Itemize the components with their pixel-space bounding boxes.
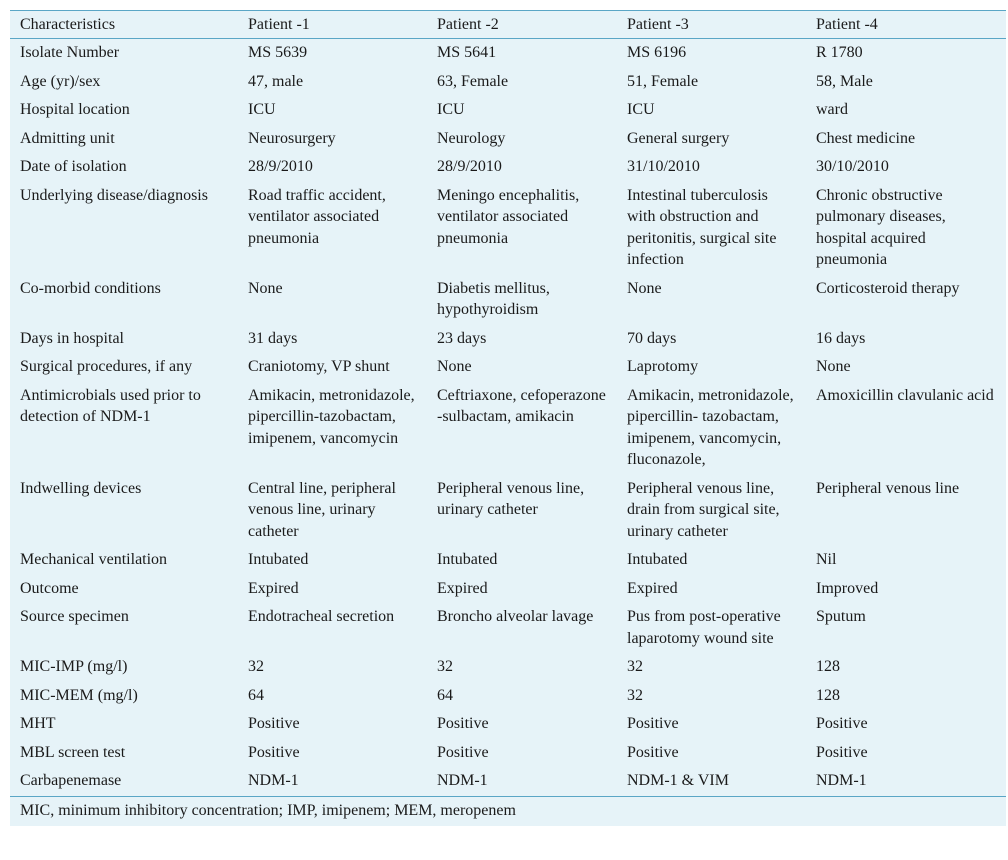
cell-patient-3: Laprotomy (627, 358, 699, 375)
table-body (10, 39, 1006, 797)
header-patient-4: Patient -4 (816, 16, 878, 33)
table-row-surgical-procedures (10, 353, 1006, 382)
table-row-outcome (10, 575, 1006, 604)
cell-patient-1: MS 5639 (248, 44, 308, 61)
table-row-source-specimen (10, 603, 1006, 653)
cell-patient-1: Endotracheal secretion (248, 608, 395, 625)
header-patient-3: Patient -3 (627, 16, 689, 33)
table-row-hospital-location (10, 96, 1006, 125)
cell-patient-4: None (816, 358, 851, 375)
cell-patient-3: Intubated (627, 551, 688, 568)
row-label: Co-morbid conditions (20, 279, 161, 297)
row-label: MIC-MEM (mg/l) (20, 686, 138, 704)
cell-patient-4: R 1780 (816, 44, 863, 61)
header-patient-1: Patient -1 (248, 16, 310, 33)
cell-patient-2: Ceftriaxone, cefoperazone -sulbactam, amikacin (437, 386, 606, 425)
patient-characteristics-table (10, 10, 1006, 797)
row-label: Outcome (20, 579, 79, 597)
row-label: Underlying disease/diagnosis (20, 186, 208, 204)
cell-patient-1: Craniotomy, VP shunt (248, 358, 390, 375)
cell-patient-2: MS 5641 (437, 44, 497, 61)
cell-patient-2: 32 (437, 658, 453, 675)
cell-patient-4: 128 (816, 658, 840, 675)
cell-patient-4: 16 days (816, 329, 866, 347)
cell-patient-1: Central line, peripheral venous line, urinary catheter (248, 479, 396, 540)
cell-patient-2: 63, Female (437, 72, 509, 90)
row-label: Indwelling devices (20, 479, 142, 497)
row-label: MBL screen test (20, 743, 126, 761)
cell-patient-4: Chronic obstructive pulmonary diseases, hospital acquired pneumonia (816, 186, 946, 268)
cell-patient-1: None (248, 279, 283, 297)
table-row-days-in-hospital (10, 325, 1006, 354)
cell-patient-3: ICU (627, 101, 655, 118)
cell-patient-4: 128 (816, 686, 840, 704)
row-label: Date of isolation (20, 158, 127, 175)
row-label: Days in hospital (20, 329, 124, 347)
table-row-date-of-isolation (10, 153, 1006, 182)
cell-patient-3: Intestinal tuberculosis with obstruction and peritonitis, surgical site infection (627, 186, 777, 268)
table-row-isolate-number (10, 39, 1006, 68)
cell-patient-3: Positive (627, 743, 679, 761)
cell-patient-1: 64 (248, 686, 264, 704)
table-row-mht (10, 710, 1006, 739)
cell-patient-3: MS 6196 (627, 44, 687, 61)
cell-patient-2: 64 (437, 686, 453, 704)
cell-patient-3: Expired (627, 579, 678, 597)
cell-patient-4: 58, Male (816, 72, 873, 90)
cell-patient-4: Peripheral venous line (816, 479, 960, 497)
cell-patient-2: 23 days (437, 329, 487, 347)
header-patient-2: Patient -2 (437, 16, 499, 33)
table-row-mic-mem (10, 682, 1006, 711)
cell-patient-4: 30/10/2010 (816, 158, 889, 175)
table-footnote: MIC, minimum inhibitory concentration; IMP, imipenem; MEM, meropenem (10, 797, 1006, 826)
header-characteristics: Characteristics (20, 16, 116, 33)
cell-patient-2: ICU (437, 101, 465, 118)
patient-characteristics-table-wrap (10, 10, 1006, 826)
cell-patient-4: Positive (816, 743, 868, 761)
cell-patient-1: Expired (248, 579, 299, 597)
cell-patient-3: Pus from post-operative laparotomy wound site (627, 608, 781, 647)
row-label: Carbapenemase (20, 772, 122, 789)
cell-patient-2: Meningo encephalitis, ventilator associated pneumonia (437, 186, 580, 247)
cell-patient-3: Peripheral venous line, drain from surgical site, urinary catheter (627, 479, 780, 540)
cell-patient-3: Positive (627, 715, 679, 732)
cell-patient-4: Improved (816, 579, 879, 597)
cell-patient-2: Peripheral venous line, urinary catheter (437, 479, 585, 518)
cell-patient-1: Positive (248, 715, 300, 732)
cell-patient-1: 47, male (248, 72, 304, 90)
row-label: Surgical procedures, if any (20, 358, 193, 375)
cell-patient-4: ward (816, 101, 848, 118)
cell-patient-4: Positive (816, 715, 868, 732)
table-row-mechanical-ventilation (10, 546, 1006, 575)
row-label: Source specimen (20, 608, 129, 625)
table-row-underlying-disease (10, 182, 1006, 275)
cell-patient-4: Nil (816, 551, 837, 568)
cell-patient-2: None (437, 358, 472, 375)
cell-patient-1: 31 days (248, 329, 298, 347)
cell-patient-1: Road traffic accident, ventilator associated pneumonia (248, 186, 386, 247)
cell-patient-3: Amikacin, metronidazole, pipercillin- tazobactam, imipenem, vancomycin, fluconazole, (627, 386, 794, 468)
cell-patient-3: 31/10/2010 (627, 158, 700, 175)
row-label: Admitting unit (20, 129, 115, 147)
cell-patient-1: Amikacin, metronidazole, pipercillin-tazobactam, imipenem, vancomycin (248, 386, 415, 447)
table-header (10, 11, 1006, 39)
cell-patient-2: Broncho alveolar lavage (437, 608, 594, 625)
row-label: Isolate Number (20, 44, 120, 61)
table-row-mbl-screen-test (10, 739, 1006, 768)
row-label: MIC-IMP (mg/l) (20, 658, 128, 675)
cell-patient-2: Expired (437, 579, 488, 597)
cell-patient-3: 51, Female (627, 72, 699, 90)
table-row-indwelling-devices (10, 475, 1006, 547)
cell-patient-2: Diabetis mellitus, hypothyroidism (437, 279, 550, 318)
cell-patient-4: NDM-1 (816, 772, 867, 789)
cell-patient-4: Amoxicillin clavulanic acid (816, 386, 994, 404)
row-label: Mechanical ventilation (20, 551, 168, 568)
cell-patient-3: 32 (627, 686, 643, 704)
cell-patient-2: NDM-1 (437, 772, 488, 789)
row-label: Age (yr)/sex (20, 72, 101, 90)
row-label: MHT (20, 715, 56, 732)
row-label: Hospital location (20, 101, 130, 118)
cell-patient-1: 32 (248, 658, 264, 675)
row-label: Antimicrobials used prior to detection of NDM-1 (20, 386, 201, 425)
table-row-co-morbid-conditions (10, 275, 1006, 325)
cell-patient-1: 28/9/2010 (248, 158, 313, 175)
cell-patient-2: Intubated (437, 551, 498, 568)
cell-patient-3: NDM-1 & VIM (627, 772, 729, 789)
cell-patient-2: Neurology (437, 129, 506, 147)
cell-patient-3: General surgery (627, 129, 730, 147)
cell-patient-3: 32 (627, 658, 643, 675)
cell-patient-1: NDM-1 (248, 772, 299, 789)
cell-patient-3: 70 days (627, 329, 677, 347)
cell-patient-2: 28/9/2010 (437, 158, 502, 175)
cell-patient-4: Chest medicine (816, 129, 916, 147)
table-row-antimicrobials-used (10, 382, 1006, 475)
header-row (10, 11, 1006, 39)
cell-patient-4: Sputum (816, 608, 866, 625)
cell-patient-1: Neurosurgery (248, 129, 336, 147)
table-row-carbapenemase (10, 767, 1006, 796)
table-row-age-sex (10, 68, 1006, 97)
cell-patient-4: Corticosteroid therapy (816, 279, 960, 297)
cell-patient-1: Positive (248, 743, 300, 761)
cell-patient-3: None (627, 279, 662, 297)
cell-patient-1: ICU (248, 101, 276, 118)
table-row-admitting-unit (10, 125, 1006, 154)
cell-patient-2: Positive (437, 743, 489, 761)
cell-patient-1: Intubated (248, 551, 309, 568)
table-row-mic-imp (10, 653, 1006, 682)
cell-patient-2: Positive (437, 715, 489, 732)
